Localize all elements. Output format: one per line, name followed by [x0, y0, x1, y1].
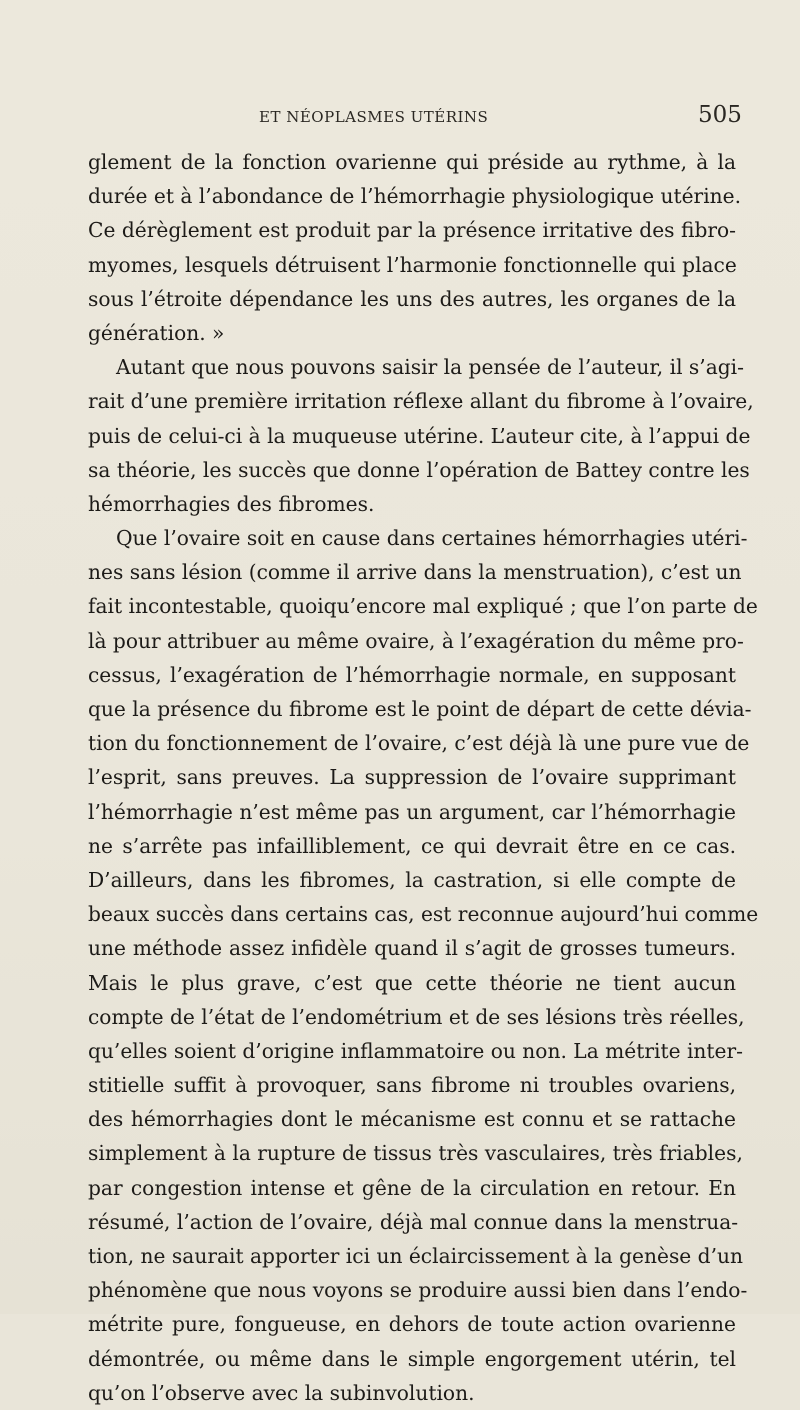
text-line: que la présence du fibrome est le point de départ de cette dévia- [88, 697, 752, 721]
page-number: 505 [698, 102, 742, 128]
text-line: puis de celui-ci à la muqueuse utérine. L’auteur cite, à l’appui de [88, 423, 751, 448]
text-line: qu’on l’observe avec la subinvolution. [88, 1380, 475, 1405]
text-line: métrite pure, fongueuse, en dehors de toute action ovarienne [88, 1312, 736, 1337]
text-line: là pour attribuer au même ovaire, à l’exagération du même pro- [88, 628, 744, 653]
text-line: stitielle suffit à provoquer, sans fibrome ni troubles ovariens, [88, 1073, 736, 1098]
text-line: des hémorrhagies dont le mécanisme est connu et se rattache [88, 1107, 736, 1132]
text-line: nes sans lésion (comme il arrive dans la menstruation), c’est un [88, 560, 742, 585]
text-line: une méthode assez infidèle quand il s’agit de grosses tumeurs. [88, 936, 736, 961]
text-line: tion du fonctionnement de l’ovaire, c’est déjà là une pure vue de [88, 731, 750, 756]
text-line: tion, ne saurait apporter ici un éclaircissement à la genèse d’un [88, 1244, 744, 1268]
text-line: Ce dérèglement est produit par la présence irritative des fibro- [88, 218, 736, 243]
text-line: hémorrhagies des fibromes. [88, 491, 375, 516]
text-line: génération. » [88, 320, 225, 345]
text-line: beaux succès dans certains cas, est reconnue aujourd’hui comme [88, 902, 759, 927]
text-line: simplement à la rupture de tissus très vasculaires, très friables, [88, 1141, 743, 1166]
text-line: sous l’étroite dépendance les uns des autres, les organes de la [88, 286, 736, 311]
text-line: Que l’ovaire soit en cause dans certaines hémorrhagies utéri- [116, 526, 748, 551]
text-line: démontrée, ou même dans le simple engorgement utérin, tel [88, 1346, 736, 1371]
text-line: durée et à l’abondance de l’hémorrhagie physiologique utérine. [88, 184, 742, 209]
text-line: compte de l’état de l’endométrium et de ses lésions très réelles, [88, 1004, 745, 1029]
text-line: résumé, l’action de l’ovaire, déjà mal connue dans la menstrua- [88, 1209, 739, 1234]
body-text [88, 145, 759, 1410]
text-line: cessus, l’exagération de l’hémorrhagie normale, en supposant [88, 662, 736, 687]
text-line: fait incontestable, quoiqu’encore mal expliqué ; que l’on parte de [88, 594, 758, 619]
text-line: qu’elles soient d’origine inflammatoire ou non. La métrite inter- [88, 1038, 743, 1063]
text-line: Mais le plus grave, c’est que cette théorie ne tient aucun [88, 970, 736, 995]
text-line: par congestion intense et gêne de la circulation en retour. En [88, 1175, 736, 1200]
text-line: rait d’une première irritation réflexe allant du fibrome à l’ovaire, [88, 389, 754, 414]
text-line: Autant que nous pouvons saisir la pensée de l’auteur, il s’agi- [116, 355, 744, 380]
text-line: ne s’arrête pas infailliblement, ce qui devrait être en ce cas. [88, 833, 736, 858]
text-line: l’esprit, sans preuves. La suppression de l’ovaire supprimant [88, 765, 736, 790]
text-line: D’ailleurs, dans les fibromes, la castration, si elle compte de [88, 867, 736, 892]
text-line: myomes, lesquels détruisent l’harmonie fonctionnelle qui place [88, 252, 737, 277]
text-line: l’hémorrhagie n’est même pas un argument, car l’hémorrhagie [88, 799, 736, 824]
text-line: glement de la fonction ovarienne qui préside au rythme, à la [88, 150, 736, 174]
text-line: phénomène que nous voyons se produire aussi bien dans l’endo- [88, 1278, 748, 1303]
text-line: sa théorie, les succès que donne l’opération de Battey contre les [88, 457, 750, 482]
running-title: ET NÉOPLASMES UTÉRINS [259, 108, 489, 126]
